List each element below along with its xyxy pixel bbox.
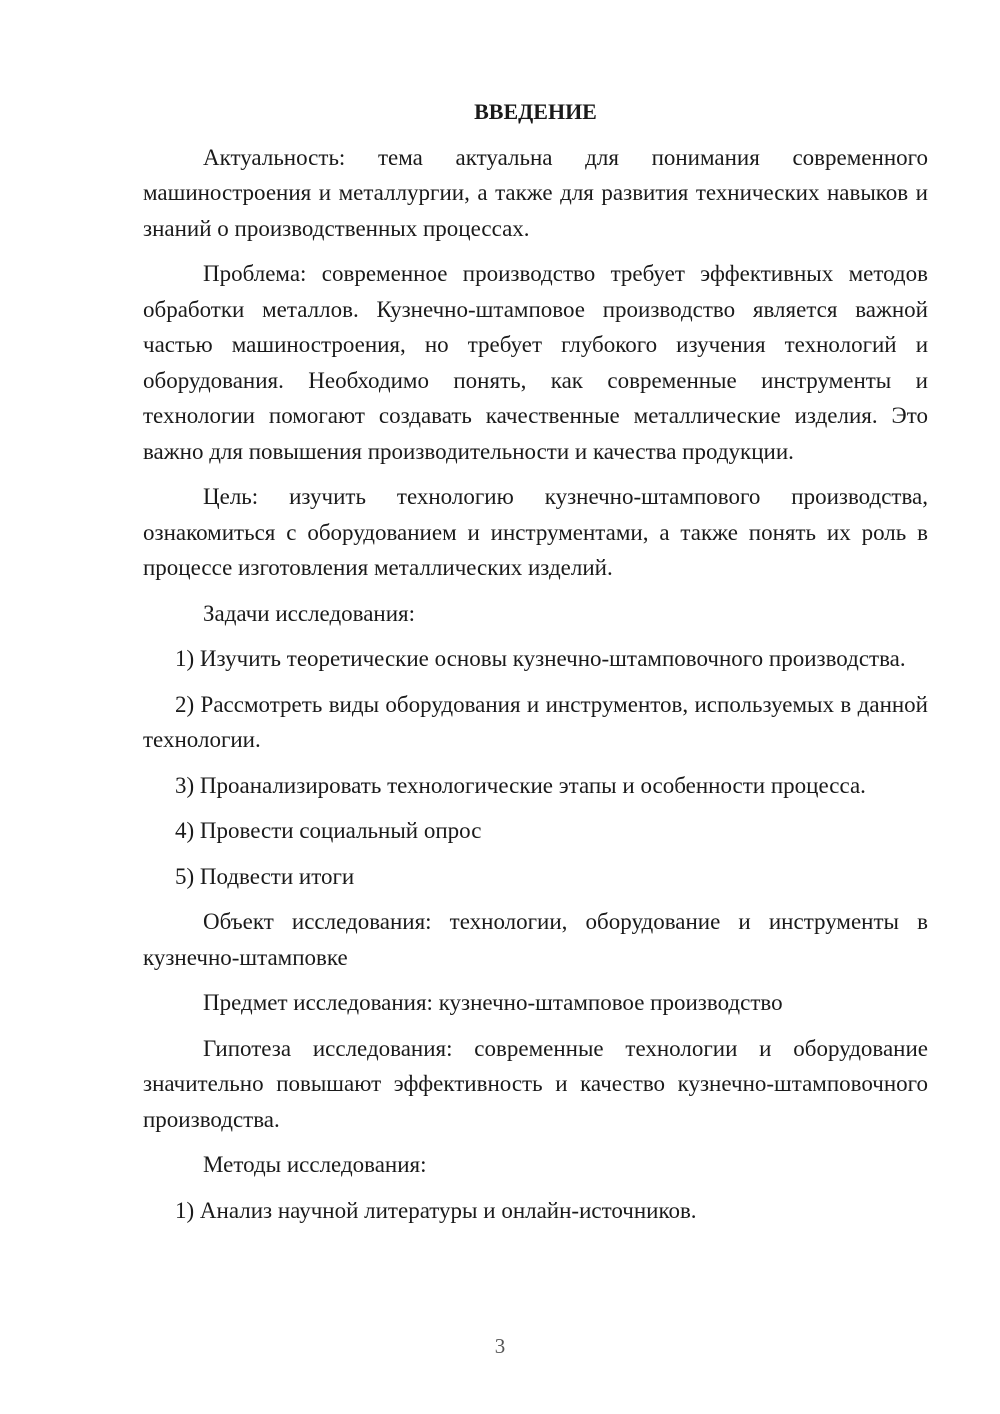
paragraph-subject: Предмет исследования: кузнечно-штамповое производство	[203, 990, 783, 1015]
paragraph-hypothesis: Гипотеза исследования: современные технологии и оборудование значительно повышают эффективность и качество кузнечно-штамповочного производства.	[143, 1035, 928, 1132]
paragraph-goal: Цель: изучить технологию кузнечно-штампового производства, ознакомиться с оборудованием и инструментами, а также понять их роль в процессе изготовления металлических изделий.	[143, 484, 928, 580]
list-item: 4) Провести социальный опрос	[175, 818, 482, 843]
tasks-heading: Задачи исследования:	[203, 600, 416, 626]
list-item: 2) Рассмотреть виды оборудования и инструментов, используемых в данной технологии.	[143, 691, 928, 752]
list-item: 5) Подвести итоги	[175, 863, 355, 889]
list-item: 1) Анализ научной литературы и онлайн-источников.	[175, 1197, 697, 1223]
paragraph-object: Объект исследования: технологии, оборудование и инструменты в кузнечно-штамповке	[143, 909, 928, 970]
section-title: ВВЕДЕНИЕ	[474, 99, 597, 124]
methods-heading: Методы исследования:	[203, 1152, 427, 1177]
paragraph-relevance: Актуальность: тема актуальна для понимания современного машиностроения и металлургии, а также для развития технических навыков и знаний о производственных процессах.	[143, 144, 928, 241]
document-page	[143, 94, 928, 1238]
list-item: 3) Проанализировать технологические этапы и особенности процесса.	[175, 772, 866, 798]
paragraph-problem: Проблема: современное производство требует эффективных методов обработки металлов. Кузнечно-штамповое производство является важной частью машиностроения, но требует глубокого изучения технологий и оборудования. Необходимо понять, как современные инструменты и технологии помогают создавать качественные металлические изделия. Это важно для повышения производительности и качества продукции.	[143, 261, 928, 464]
page-number: 3	[494, 1334, 506, 1358]
list-item: 1) Изучить теоретические основы кузнечно-штамповочного производства.	[175, 646, 906, 671]
